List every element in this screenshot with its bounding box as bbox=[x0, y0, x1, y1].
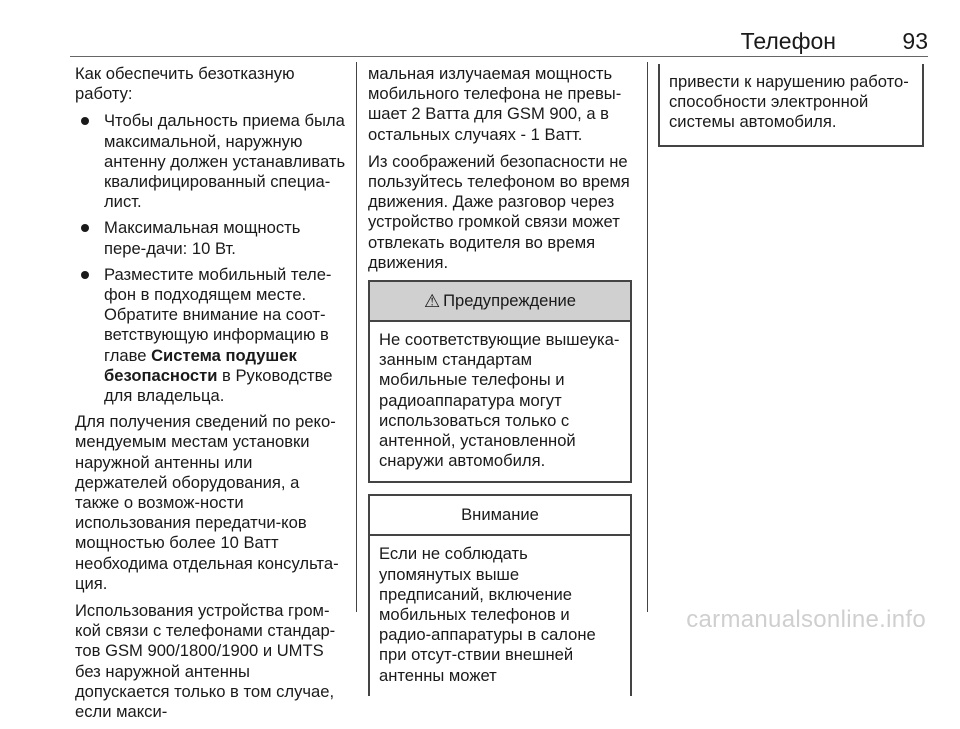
power-paragraph: мальная излучаемая мощность мобильного телефона не превы-шает 2 Ватта для GSM 900, а в остальных случаях - 1 Ватт. bbox=[368, 64, 622, 144]
warning-title: Предупреждение bbox=[443, 290, 577, 310]
column-divider-1 bbox=[356, 62, 357, 612]
list-item bbox=[75, 265, 347, 406]
column-3 bbox=[658, 64, 924, 147]
warning-body: Не соответствующие вышеука-занным стандартам мобильные телефоны и радиоаппаратура могут использоваться только с антенной, установленной снаружи автомобиля. bbox=[379, 330, 620, 471]
handsfree-paragraph: Использования устройства гром-кой связи с телефонами стандар-тов GSM 900/1800/1900 и UMTS без наружной антенны допускается только в том случае, если макси- bbox=[75, 601, 336, 722]
watermark-text: carmanualsonline.info bbox=[686, 606, 926, 633]
bullet-icon bbox=[81, 117, 89, 125]
attention-title: Внимание bbox=[461, 505, 539, 525]
column-divider-2 bbox=[647, 62, 648, 612]
attention-box bbox=[368, 494, 632, 695]
list-item bbox=[75, 111, 347, 212]
warning-triangle-icon: ⚠ bbox=[423, 290, 441, 311]
list-item-text-end: в Руководстве для владельца. bbox=[104, 365, 333, 406]
column-2 bbox=[368, 64, 632, 696]
bullet-icon bbox=[81, 271, 89, 279]
attention-body-continued: привести к нарушению работо-способности электронной системы автомобиля. bbox=[669, 72, 909, 132]
list-item bbox=[75, 218, 347, 258]
section-title: Телефон bbox=[740, 28, 836, 54]
warning-header bbox=[370, 282, 630, 322]
attention-body: Если не соблюдать упомянутых выше предписаний, включение мобильных телефонов и радио-аппаратуры в салоне при отсут-ствии внешней антенны может bbox=[379, 544, 596, 685]
column-1 bbox=[75, 64, 347, 729]
safety-paragraph: Из соображений безопасности не пользуйтесь телефоном во время движения. Даже разговор через устройство громкой связи может отвлекать водителя во время движения. bbox=[368, 151, 630, 272]
list-item-text: Чтобы дальность приема была максимальной, наружную антенну должен устанавливать квалифицированный специа-лист. bbox=[104, 111, 346, 212]
page-number: 93 bbox=[902, 28, 928, 54]
page-header bbox=[70, 28, 928, 57]
tips-list bbox=[75, 111, 347, 406]
attention-header bbox=[370, 496, 630, 536]
list-item-text: Максимальная мощность пере-дачи: 10 Вт. bbox=[104, 218, 301, 258]
airbag-section-reference: Система подушек безопасности bbox=[104, 345, 297, 385]
bullet-icon bbox=[81, 224, 89, 232]
attention-box-continued bbox=[658, 64, 924, 147]
warning-box bbox=[368, 280, 632, 483]
list-item-text: Разместите мобильный теле-фон в подходящем месте. Обратите внимание на соот-ветствующую информацию в главе bbox=[104, 264, 332, 365]
intro-text: Как обеспечить безотказную работу: bbox=[75, 64, 295, 104]
antenna-paragraph: Для получения сведений по реко-мендуемым местам установки наружной антенны или держателей оборудования, а также о возмож-ности использования передатчи-ков мощностью более 10 Ватт необходима отдельная консульта-ция. bbox=[75, 412, 339, 593]
